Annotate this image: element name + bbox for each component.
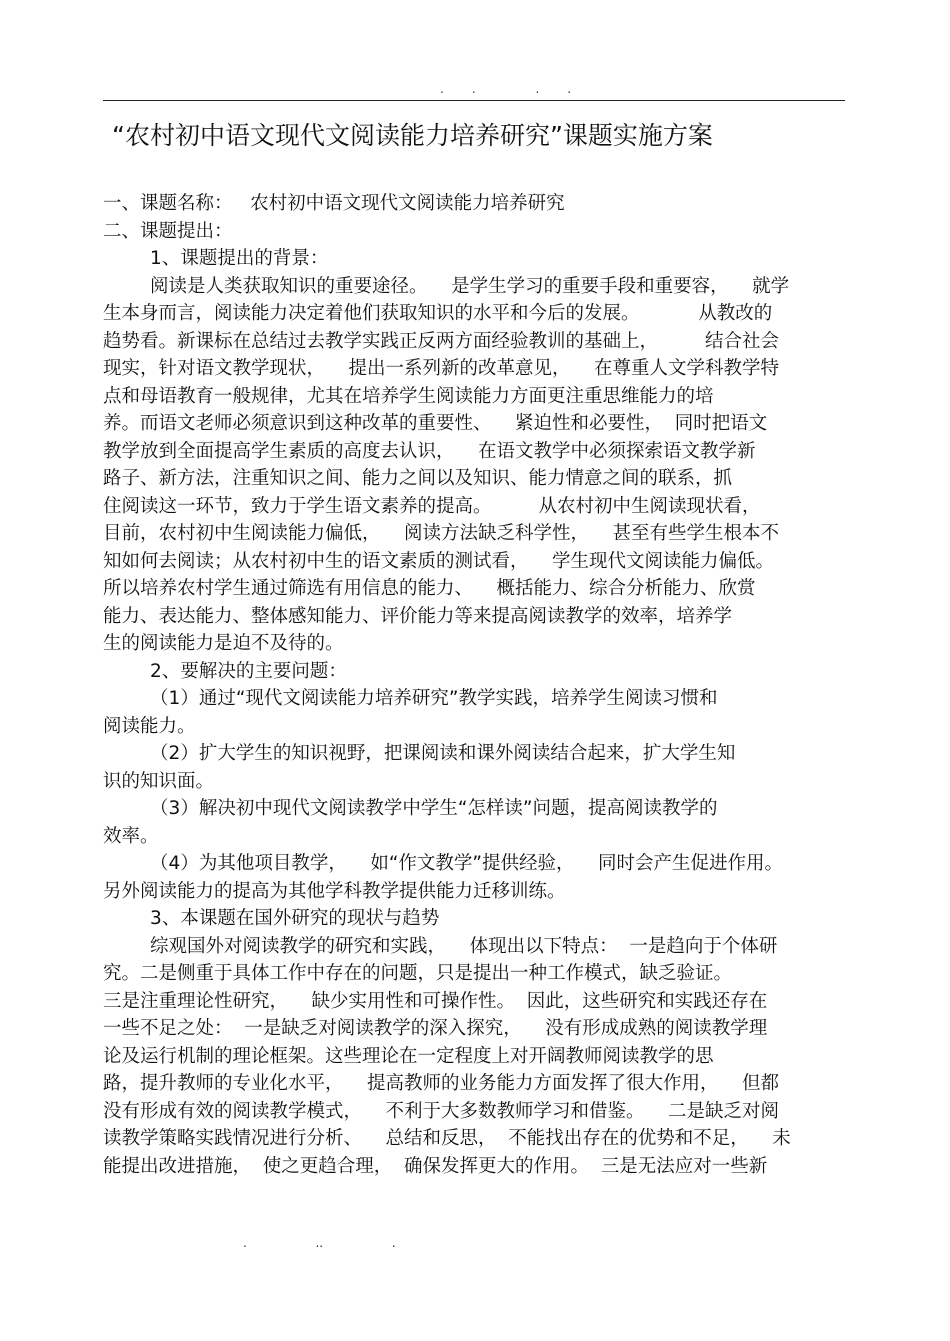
body-line: 究。二是侧重于具体工作中存在的问题，只是提出一种工作模式，缺乏验证。: [103, 963, 733, 984]
body-line: 现实，针对语文教学现状， 提出一系列新的改革意见， 在尊重人文学科教学特: [103, 358, 780, 379]
body-line: 能提出改进措施， 使之更趋合理， 确保发挥更大的作用。 三是无法应对一些新: [103, 1155, 768, 1177]
body-line: 识的知识面。: [103, 770, 215, 792]
body-line: 3、本课题在国外研究的现状与趋势: [103, 908, 440, 929]
body-line: 路子、新方法，注重知识之间、能力之间以及知识、能力情意之间的联系，抓: [103, 468, 733, 489]
body-line: 一些不足之处： 一是缺乏对阅读教学的深入探究， 没有形成成熟的阅读教学理: [103, 1018, 768, 1039]
body-line: 二、课题提出：: [103, 220, 233, 242]
header-rule: [103, 100, 845, 101]
body-line: 效率。: [103, 825, 159, 847]
body-line: 点和母语教育一般规律，尤其在培养学生阅读能力方面更注重思维能力的培: [103, 385, 714, 407]
body-line: 目前，农村初中生阅读能力偏低， 阅读方法缺乏科学性， 甚至有些学生根本不: [103, 523, 780, 544]
document-body: [103, 190, 845, 1180]
body-line: （3）解决初中现代文阅读教学中学生“怎样读”问题，提高阅读教学的: [103, 798, 718, 819]
body-line: 趋势看。新课标在总结过去教学实践正反两方面经验教训的基础上， 结合社会: [103, 330, 780, 352]
body-line: 能力、表达能力、整体感知能力、评价能力等来提高阅读教学的效率，培养学: [103, 605, 733, 627]
footer-dots: . .. .: [243, 1236, 396, 1250]
body-line: 论及运行机制的理论框架。这些理论在一定程度上对开阔教师阅读教学的思: [103, 1045, 714, 1067]
body-line: 没有形成有效的阅读教学模式， 不利于大多数教师学习和借鉴。 二是缺乏对阅: [103, 1100, 780, 1122]
body-line: 2、要解决的主要问题：: [103, 660, 347, 682]
body-line: 知如何去阅读；从农村初中生的语文素质的测试看， 学生现代文阅读能力偏低。: [103, 550, 775, 572]
document-title: “农村初中语文现代文阅读能力培养研究”课题实施方案: [112, 121, 713, 150]
body-line: 住阅读这一环节，致力于学生语文素养的提高。 从农村初中生阅读现状看，: [103, 495, 761, 517]
body-line: 生的阅读能力是迫不及待的。: [103, 633, 344, 654]
body-line: 综观国外对阅读教学的研究和实践， 体现出以下特点： 一是趋向于个体研: [103, 935, 778, 957]
body-line: 所以培养农村学生通过筛选有用信息的能力、 概括能力、综合分析能力、欣赏: [103, 578, 756, 599]
body-line: （2）扩大学生的知识视野，把课阅读和课外阅读结合起来，扩大学生知: [103, 743, 736, 764]
body-line: 阅读是人类获取知识的重要途径。 是学生学习的重要手段和重要容， 就学: [103, 275, 790, 297]
body-line: 1、课题提出的背景：: [103, 248, 329, 269]
body-line: 教学放到全面提高学生素质的高度去认识， 在语文教学中必须探索语文教学新: [103, 440, 756, 462]
body-line: 另外阅读能力的提高为其他学科教学提供能力迁移训练。: [103, 880, 566, 902]
body-line: 三是注重理论性研究， 缺少实用性和可操作性。 因此，这些研究和实践还存在: [103, 990, 768, 1012]
body-line: 养。而语文老师必须意识到这种改革的重要性、 紧迫性和必要性， 同时把语文: [103, 413, 768, 434]
header-dots: .. ..: [440, 82, 600, 96]
body-line: 阅读能力。: [103, 715, 196, 737]
body-line: 生本身而言，阅读能力决定着他们获取知识的水平和今后的发展。 从教改的: [103, 303, 773, 324]
body-line: （4）为其他项目教学， 如“作文教学”提供经验， 同时会产生促进作用。: [103, 853, 784, 874]
body-line: 读教学策略实践情况进行分析、 总结和反思， 不能找出存在的优势和不足， 未: [103, 1128, 791, 1149]
body-line: 一、课题名称： 农村初中语文现代文阅读能力培养研究: [103, 193, 565, 214]
body-line: 路，提升教师的专业化水平， 提高教师的业务能力方面发挥了很大作用， 但都: [103, 1073, 780, 1094]
body-line: （1）通过“现代文阅读能力培养研究”教学实践，培养学生阅读习惯和: [103, 688, 718, 709]
